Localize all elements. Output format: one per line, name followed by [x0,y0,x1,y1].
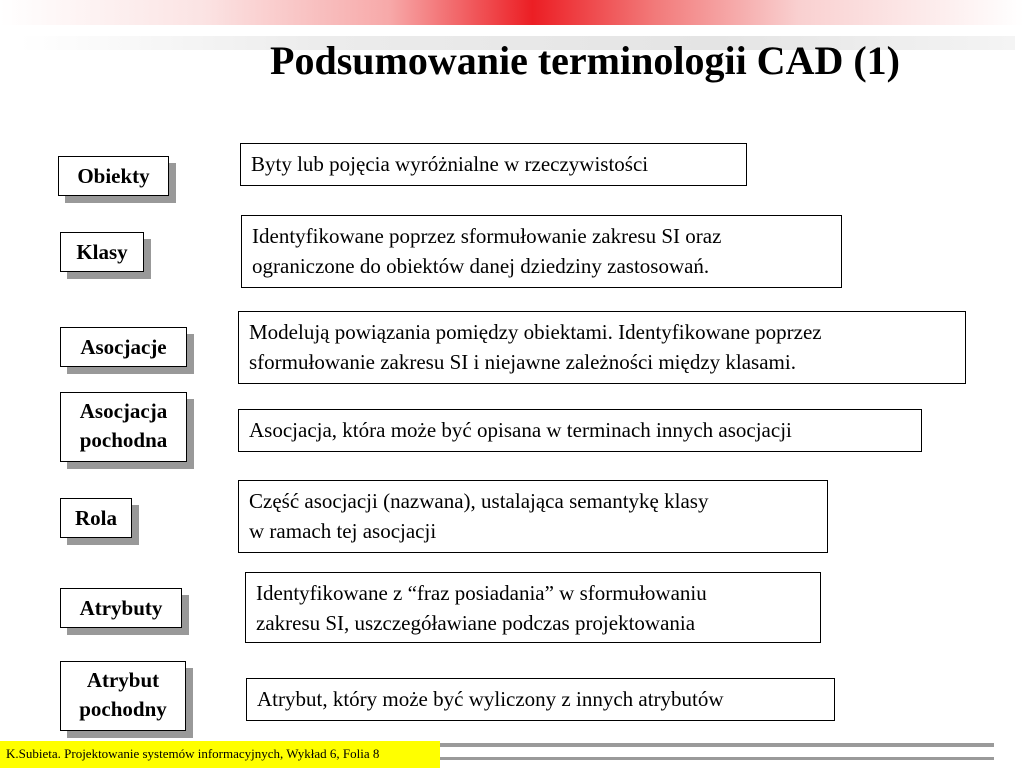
term-atrybut-pochodny [60,661,186,731]
footer-rule-bottom [438,757,994,760]
footer-rule-top [438,743,994,747]
definition-line: ograniczone do obiektów danej dziedziny zastosowań. [252,254,710,278]
term-label: Rola [75,506,117,530]
term-label: pochodna [79,428,168,452]
definition-atrybuty [245,572,821,643]
definition-klasy [241,215,842,288]
term-label: Obiekty [77,164,150,188]
term-rola [60,498,132,538]
term-label: Asocjacje [80,335,167,359]
term-asocjacje [60,327,187,367]
term-asocjacja-pochodna [60,392,187,462]
definition-line: Identyfikowane z “fraz posiadania” w sformułowaniu [256,581,707,605]
definition-line: w ramach tej asocjacji [249,519,437,543]
slide-title: Podsumowanie terminologii CAD (1) [270,38,900,83]
footer-caption: K.Subieta. Projektowanie systemów informacyjnych, Wykład 6, Folia 8 [0,741,440,768]
definition-line: Identyfikowane poprzez sformułowanie zakresu SI oraz [252,224,722,248]
term-klasy [60,232,144,272]
definition-line: zakresu SI, uszczegóławiane podczas projektowania [256,611,696,635]
top-gradient-bar [0,0,1024,25]
definition-line: Modelują powiązania pomiędzy obiektami. Identyfikowane poprzez [249,320,822,344]
definition-line: Atrybut, który może być wyliczony z innych atrybutów [257,687,724,711]
term-obiekty [58,156,169,196]
definition-rola [238,480,828,553]
term-label: Atrybuty [79,596,163,620]
term-label: Asocjacja [79,399,168,423]
definition-asocjacja-pochodna [238,409,922,452]
definition-obiekty [240,143,747,186]
definition-line: sformułowanie zakresu SI i niejawne zależności między klasami. [249,350,796,374]
definition-line: Część asocjacji (nazwana), ustalająca semantykę klasy [249,489,709,513]
definition-asocjacje [238,311,966,384]
term-atrybuty [60,588,182,628]
definition-line: Byty lub pojęcia wyróżnialne w rzeczywistości [251,152,649,176]
term-label: pochodny [79,697,167,721]
term-label: Klasy [76,240,128,264]
term-label: Atrybut [86,668,160,692]
definition-line: Asocjacja, która może być opisana w terminach innych asocjacji [249,418,792,442]
definition-atrybut-pochodny [246,678,835,721]
